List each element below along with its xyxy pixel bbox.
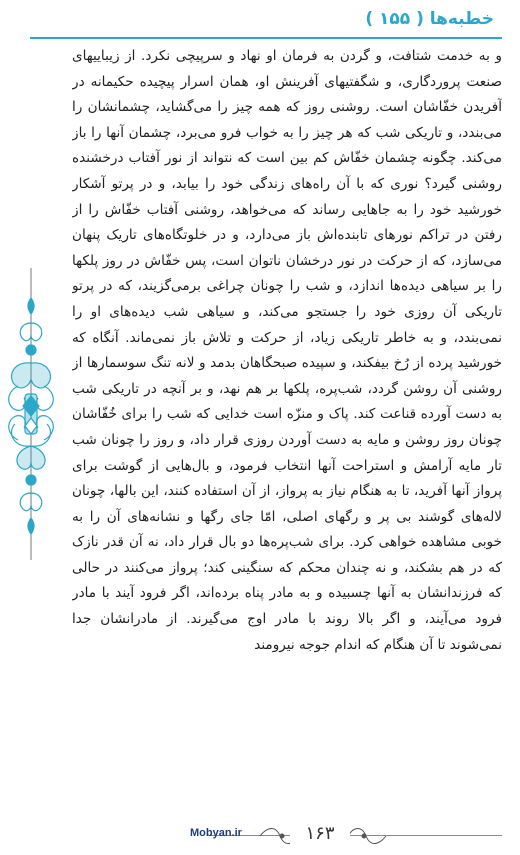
header-divider: [30, 37, 502, 39]
chapter-title: خطبه‌ها ( ۱۵۵ ): [365, 9, 494, 29]
arabesque-ornament-icon: [4, 268, 58, 560]
page-footer: [0, 816, 520, 855]
site-watermark: Mobyan.ir: [190, 827, 242, 839]
page-header: [0, 0, 520, 40]
page-body-text: و به خدمت شتافت، و گردن به فرمان او نهاد و سرپیچی نکرد. از زیباییهای صنعت پروردگاری، و شگفتیهای آفرینش او، همان اسرار پیچیده حکیمانه در آفریدن خفّاشان است. روشنی روز که همه چیز را می‌گشاید، چشمانشان را می‌بندد، و تاریکی شب که هر چیز را به خواب فرو می‌برد، چشمان آنها را باز می‌کند. چگونه چشمان خفّاش کم بین است که نتواند از نور آفتاب درخشنده روشنی گیرد؟ نوری که با آن راه‌های زندگی خود را بیابد، و در پرتو آشکار خورشید خود را به جاهایی رساند که می‌خواهد، روشنی آفتاب خفّاش را از رفتن در تراکم نورهای تابنده‌اش باز می‌دارد، و در خلوتگاه‌های تاریک پنهان می‌سازد، که از حرکت در نور درخشان ناتوان است، پس خفّاش در روز پلکها را بر سیاهی دیده‌ها اندازد، و شب را چونان چراغی برمی‌گزیند، که در پرتو تاریکی آن روزی خود را جستجو می‌کند، و سیاهی شب دیده‌های او را نمی‌بندد، و به خاطر تاریکی زیاد، از حرکت و تلاش باز نمی‌ماند. آنگاه که خورشید پرده از رُخ بیفکند، و سپیده صبحگاهان بدمد و لانه تنگ سوسمارها از روشنی آن روشن گردد، شب‌پره، پلکها بر هم نهد، و بر آنچه در تاریکی شب به دست آورده قناعت کند. پاک و منزّه است خدایی که شب را برای خُفّاشان چونان روز روشن و مایه به دست آوردن روزی قرار داد، و روز را چونان شب تار مایه آرامش و استراحت آنها انتخاب فرمود، و بال‌هایی از گوشت برای پرواز آنها آفرید، تا به هنگام نیاز به پرواز، از آن استفاده کنند، این بالها، چونان لاله‌های گوشند بی پر و رگهای اصلی، امّا جای رگها و نشانه‌های آن را به خوبی مشاهده خواهی کرد. برای شب‌پره‌ها دو بال قرار داد، نه آن قدر نازک که در هم بشکند، و نه چندان محکم که سنگینی کند؛ پرواز می‌کنند در حالی که فرزندانشان به آنها چسبیده و به مادر پناه برده‌اند، اگر فرود آیند با مادر فرود می‌آیند، و اگر بالا روند با مادر اوج می‌گیرند. از مادرانشان جدا نمی‌شوند تا آن هنگام که اندام جوجه نیرومند: [72, 48, 502, 653]
page-number: ۱۶۳: [290, 822, 350, 846]
